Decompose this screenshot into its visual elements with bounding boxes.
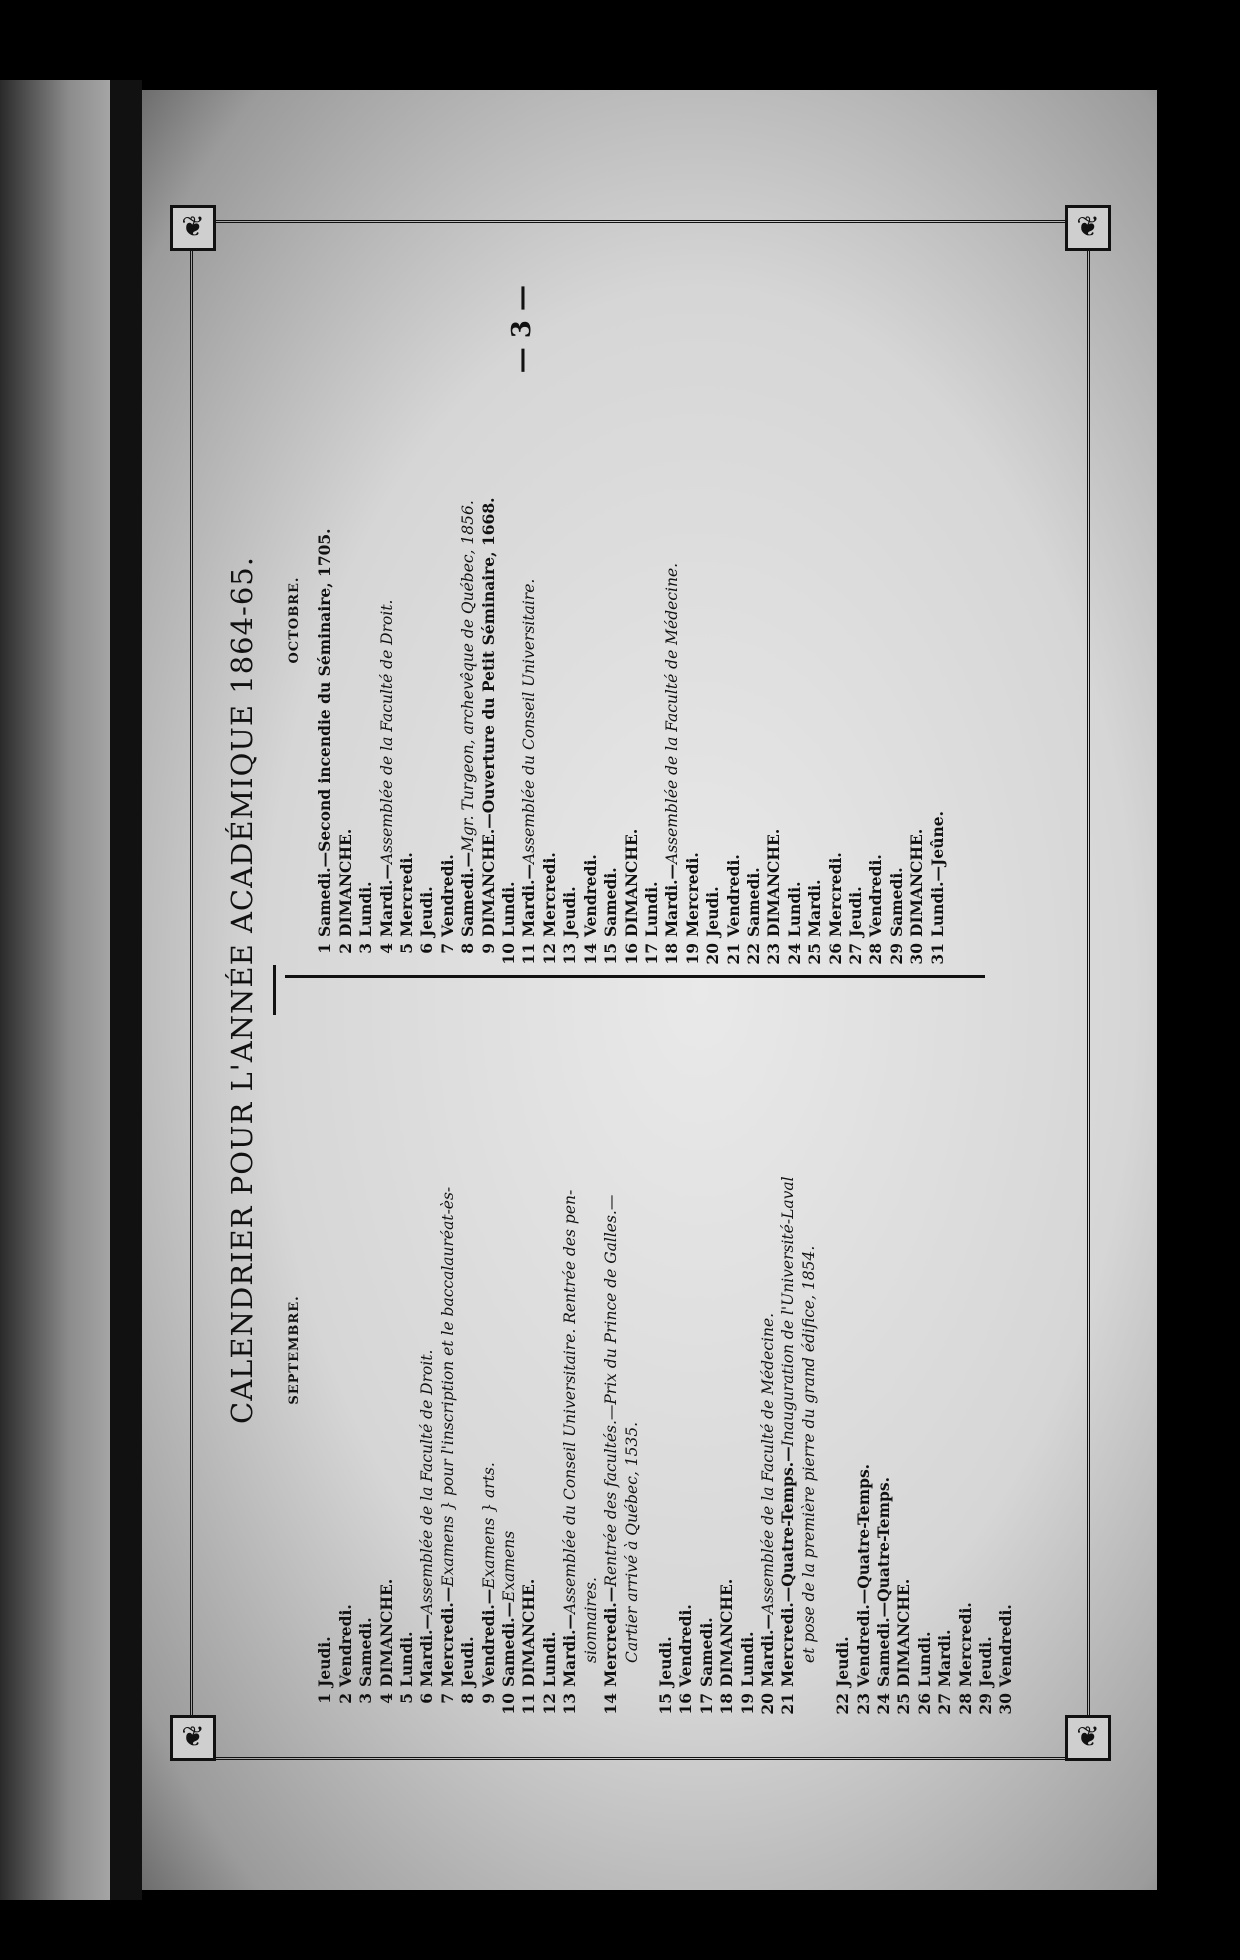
- day-number: 21: [723, 943, 743, 965]
- calendar-entry: [560, 275, 580, 965]
- day-name: Lundi.: [397, 1631, 417, 1687]
- day-number: 16: [676, 1693, 696, 1715]
- day-number: 5: [397, 1693, 417, 1704]
- calendar-entry: [499, 985, 519, 1715]
- calendar-entry: [778, 985, 798, 1715]
- day-number: 10: [499, 943, 519, 965]
- calendar-entry: [656, 985, 676, 1715]
- calendar-entry: [805, 275, 825, 965]
- day-name: Mardi.—: [417, 1614, 437, 1687]
- september-heading: SEPTEMBRE.: [287, 1295, 302, 1405]
- day-name: Jeudi.: [976, 1636, 995, 1687]
- day-number: 24: [873, 1693, 893, 1715]
- calendar-entry: [601, 985, 621, 1715]
- day-number: 7: [437, 943, 457, 954]
- day-name: Jeudi.: [655, 1636, 675, 1687]
- calendar-entry: [662, 275, 682, 965]
- day-number: 19: [737, 1693, 757, 1715]
- day-number: 4: [376, 1693, 396, 1704]
- september-column: [285, 985, 1017, 1715]
- calendar-entry: [854, 985, 874, 1715]
- day-name: Mercredi.: [955, 1602, 975, 1687]
- day-number: 17: [696, 1693, 716, 1715]
- calendar-entry: [581, 275, 601, 965]
- calendar-entry: [397, 985, 417, 1715]
- day-name: Mercredi.: [539, 852, 559, 937]
- calendar-entry: [601, 275, 621, 965]
- calendar-entry: [956, 985, 976, 1715]
- day-number: 18: [662, 943, 682, 965]
- day-name: Vendredi.: [676, 1604, 696, 1687]
- october-column: [285, 275, 948, 965]
- title-rule: [273, 965, 276, 1015]
- calendar-entry: [499, 275, 519, 965]
- day-name: Mardi.—: [757, 1614, 777, 1687]
- day-number: 24: [784, 943, 804, 965]
- day-number: 13: [560, 1693, 580, 1715]
- day-name: Mardi.: [805, 879, 825, 937]
- day-name: Lundi.: [539, 1631, 559, 1687]
- day-note: Inauguration de l'Université-Laval: [779, 1176, 798, 1447]
- day-number: 27: [935, 1693, 955, 1715]
- calendar-entry: [717, 985, 737, 1715]
- day-name: Samedi.—: [458, 851, 478, 937]
- day-number: 11: [519, 943, 539, 965]
- day-note: Assemblée de la Faculté de Médecine.: [758, 1312, 777, 1614]
- day-name: Samedi.—: [499, 1601, 519, 1687]
- day-name: Lundi.: [784, 881, 804, 937]
- day-name: DIMANCHE.: [717, 1578, 737, 1687]
- day-name: Lundi.: [914, 1631, 934, 1687]
- calendar-entry: [479, 985, 499, 1715]
- day-name: Lundi.: [737, 1631, 757, 1687]
- calendar-entry: [315, 275, 335, 965]
- day-name: Lundi.: [499, 881, 519, 937]
- calendar-entry: [887, 275, 907, 965]
- calendar-entry: [724, 275, 744, 965]
- calendar-entry: [935, 985, 955, 1715]
- day-name: Mercredi.—: [601, 1586, 621, 1687]
- day-name: DIMANCHE.: [894, 1578, 914, 1687]
- calendar-entry: [996, 985, 1016, 1715]
- day-number: 2: [335, 1693, 355, 1704]
- calendar-entry: [519, 985, 539, 1715]
- day-name: Jeudi.: [703, 886, 723, 937]
- day-note: Examens: [500, 1530, 519, 1602]
- day-number: 28: [866, 943, 886, 965]
- day-name: Samedi.: [601, 867, 621, 937]
- day-number: 9: [478, 943, 498, 954]
- day-name: Vendredi.: [335, 1604, 355, 1687]
- day-name: Mardi.—: [519, 864, 539, 937]
- day-name: Jeudi.: [560, 886, 580, 937]
- day-number: 12: [539, 1693, 559, 1715]
- calendar-entry: [976, 985, 996, 1715]
- day-number: 2: [335, 943, 355, 954]
- day-name: DIMANCHE.: [764, 828, 784, 937]
- page-title: CALENDRIER POUR L'ANNÉE ACADÉMIQUE 1864-65.: [225, 556, 259, 1424]
- day-number: 31: [927, 943, 947, 965]
- day-number: 5: [397, 943, 417, 954]
- day-number: 11: [519, 1693, 539, 1715]
- day-number: 30: [996, 1693, 1016, 1715]
- day-name: Mercredi.—Quatre-Temps.—: [778, 1446, 798, 1687]
- day-name: Vendredi.—Quatre-Temps.: [853, 1463, 873, 1687]
- day-name: DIMANCHE.: [335, 828, 355, 937]
- day-number: 19: [682, 943, 702, 965]
- day-name: Jeudi.: [458, 1636, 478, 1687]
- day-name: Mardi.: [935, 1629, 955, 1687]
- october-list: [315, 275, 948, 965]
- calendar-entry: [738, 985, 758, 1715]
- day-name: DIMANCHE.—Ouverture du Petit Séminaire, 1668.: [478, 497, 498, 937]
- day-name: Jeudi.: [417, 886, 437, 937]
- day-note: Assemblée de la Faculté de Droit.: [418, 1349, 437, 1614]
- day-number: 23: [764, 943, 784, 965]
- calendar-entry: [458, 985, 478, 1715]
- calendar-entry: [336, 275, 356, 965]
- calendar-entry: [560, 985, 580, 1715]
- calendar-entry: [866, 275, 886, 965]
- day-number: 1: [315, 1693, 335, 1704]
- september-list: [315, 985, 1016, 1715]
- entry-spacer: [819, 985, 833, 1715]
- calendar-entry: [417, 985, 437, 1715]
- day-number: 29: [886, 943, 906, 965]
- day-number: 22: [833, 1693, 853, 1715]
- calendar-entry: [377, 985, 397, 1715]
- day-number: 8: [458, 1693, 478, 1704]
- day-number: 14: [601, 1693, 621, 1715]
- calendar-entry-continuation: et pose de la première pierre du grand édifice, 1854.: [799, 1245, 818, 1663]
- corner-ornament-top-left: ❦: [170, 205, 216, 251]
- day-note: Rentrée des facultés.—Prix du Prince de Galles.—: [602, 1194, 621, 1587]
- day-number: 6: [417, 1693, 437, 1704]
- day-number: 25: [805, 943, 825, 965]
- day-number: 3: [356, 943, 376, 954]
- day-number: 27: [845, 943, 865, 965]
- day-number: 6: [417, 943, 437, 954]
- day-name: Lundi.: [641, 881, 661, 937]
- calendar-entry: [356, 985, 376, 1715]
- day-name: Mardi.—: [560, 1614, 580, 1687]
- entry-spacer: [642, 985, 656, 1715]
- column-divider: [285, 975, 985, 978]
- day-name: DIMANCHE.: [376, 1578, 396, 1687]
- calendar-entry: [826, 275, 846, 965]
- day-number: 1: [315, 943, 335, 954]
- day-name: Vendredi.: [996, 1604, 1016, 1687]
- calendar-entry-continuation: Cartier arrivé à Québec, 1535.: [622, 1421, 641, 1663]
- day-number: 18: [717, 1693, 737, 1715]
- calendar-entry: [438, 985, 458, 1715]
- book-gutter: [110, 80, 142, 1900]
- day-name: DIMANCHE.: [907, 828, 927, 937]
- day-number: 12: [539, 943, 559, 965]
- day-name: Samedi.—Quatre-Temps.: [873, 1477, 893, 1687]
- day-name: Vendredi.—: [478, 1588, 498, 1687]
- calendar-entry: [438, 275, 458, 965]
- day-number: 13: [560, 943, 580, 965]
- day-number: 10: [499, 1693, 519, 1715]
- calendar-entry: [397, 275, 417, 965]
- day-note: Examens } pour l'inscription et le baccalauréat-ès-: [438, 1186, 457, 1587]
- day-number: 15: [655, 1693, 675, 1715]
- calendar-entry: [622, 275, 642, 965]
- day-number: 21: [778, 1693, 798, 1715]
- calendar-entry: [417, 275, 437, 965]
- day-number: 16: [621, 943, 641, 965]
- day-note: Assemblée du Conseil Universitaire. Rentrée des pen-: [561, 1189, 580, 1614]
- calendar-entry: [744, 275, 764, 965]
- calendar-entry: [336, 985, 356, 1715]
- calendar-entry: [703, 275, 723, 965]
- calendar-entry: [928, 275, 948, 965]
- calendar-entry: [785, 275, 805, 965]
- corner-ornament-bottom-right: ❦: [1065, 1715, 1111, 1761]
- day-name: Mercredi.: [397, 852, 417, 937]
- day-number: 20: [703, 943, 723, 965]
- day-name: Jeudi.: [845, 886, 865, 937]
- calendar-entry: [894, 985, 914, 1715]
- day-note: Mgr. Turgeon, archevêque de Québec, 1856.: [459, 500, 478, 852]
- calendar-entry: [356, 275, 376, 965]
- calendar-entry: [758, 985, 778, 1715]
- october-heading: OCTOBRE.: [287, 576, 302, 664]
- day-name: DIMANCHE.: [621, 828, 641, 937]
- day-number: 30: [907, 943, 927, 965]
- day-number: 20: [757, 1693, 777, 1715]
- day-number: 22: [743, 943, 763, 965]
- day-name: Vendredi.: [866, 854, 886, 937]
- calendar-entry: [915, 985, 935, 1715]
- calendar-entry: [676, 985, 696, 1715]
- calendar-entry: [540, 985, 560, 1715]
- day-name: Vendredi.: [723, 854, 743, 937]
- day-number: 26: [914, 1693, 934, 1715]
- calendar-entry: [683, 275, 703, 965]
- day-number: 8: [458, 943, 478, 954]
- day-number: 7: [437, 1693, 457, 1704]
- day-number: 3: [356, 1693, 376, 1704]
- day-name: Lundi.—Jeûne.: [927, 810, 947, 937]
- calendar-entry: [697, 985, 717, 1715]
- calendar-entry: [846, 275, 866, 965]
- day-name: Mercredi.: [682, 852, 702, 937]
- day-name: Mercredi.—: [437, 1586, 457, 1687]
- day-name: Samedi.: [696, 1617, 716, 1687]
- day-number: 23: [853, 1693, 873, 1715]
- day-number: 4: [376, 943, 396, 954]
- facing-page-edge: [0, 80, 115, 1900]
- day-name: Vendredi.: [437, 854, 457, 937]
- day-name: Samedi.—Second incendie du Séminaire, 1705.: [315, 528, 335, 937]
- day-name: Mardi.—: [376, 864, 396, 937]
- day-name: Jeudi.: [315, 1636, 335, 1687]
- day-name: Lundi.: [356, 881, 376, 937]
- day-name: Mercredi.: [825, 852, 845, 937]
- page-number: — 3 —: [507, 285, 537, 374]
- day-number: 15: [601, 943, 621, 965]
- day-name: Vendredi.: [580, 854, 600, 937]
- day-note: Assemblée du Conseil Universitaire.: [520, 578, 539, 864]
- day-note: Assemblée de la Faculté de Médecine.: [663, 562, 682, 864]
- calendar-entry: [315, 985, 335, 1715]
- day-name: DIMANCHE.: [519, 1578, 539, 1687]
- day-number: 28: [955, 1693, 975, 1715]
- corner-ornament-bottom-left: ❦: [170, 1715, 216, 1761]
- calendar-entry: [833, 985, 853, 1715]
- calendar-entry: [642, 275, 662, 965]
- calendar-entry: [519, 275, 539, 965]
- calendar-entry: [458, 275, 478, 965]
- day-number: 25: [894, 1693, 914, 1715]
- day-number: 26: [825, 943, 845, 965]
- rotated-calendar-content: [215, 265, 1055, 1715]
- calendar-entry: [479, 275, 499, 965]
- day-name: Samedi.: [356, 1617, 376, 1687]
- day-name: Jeudi.: [833, 1636, 853, 1687]
- calendar-entry-continuation: sionnaires.: [581, 1577, 600, 1663]
- calendar-entry: [377, 275, 397, 965]
- calendar-entry: [764, 275, 784, 965]
- day-number: 29: [976, 1693, 995, 1715]
- day-note: Examens } arts.: [479, 1462, 498, 1589]
- day-number: 9: [478, 1693, 498, 1704]
- calendar-entry: [907, 275, 927, 965]
- corner-ornament-top-right: ❦: [1065, 205, 1111, 251]
- day-note: Assemblée de la Faculté de Droit.: [377, 599, 396, 864]
- calendar-entry: [540, 275, 560, 965]
- day-name: Samedi.: [743, 867, 763, 937]
- calendar-entry: [874, 985, 894, 1715]
- day-name: Mardi.—: [662, 864, 682, 937]
- day-number: 17: [641, 943, 661, 965]
- day-number: 14: [580, 943, 600, 965]
- day-name: Samedi.: [886, 867, 906, 937]
